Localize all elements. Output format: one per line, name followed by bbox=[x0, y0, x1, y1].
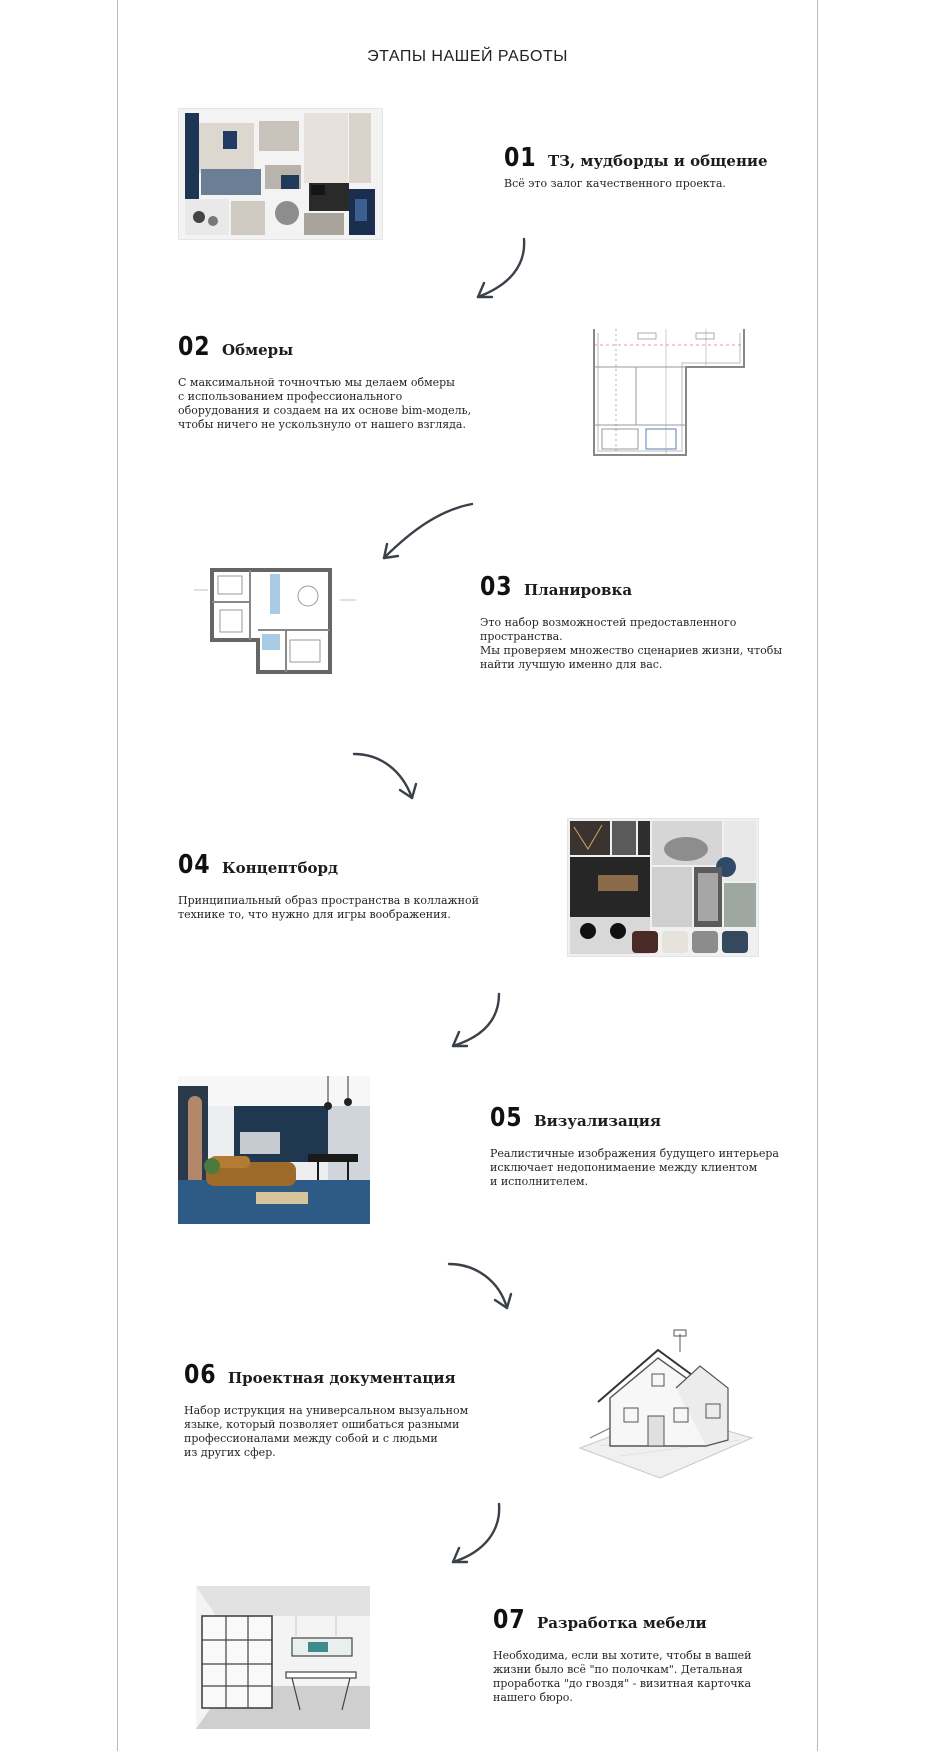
step-number: 05 bbox=[490, 1103, 523, 1133]
floor-plan-drawing bbox=[190, 560, 362, 685]
step-title: ТЗ, мудборды и общение bbox=[548, 152, 768, 170]
curved-arrow-icon bbox=[445, 1500, 505, 1566]
curved-arrow-icon bbox=[445, 990, 505, 1050]
step-title: Планировка bbox=[524, 581, 633, 599]
page-title: ЭТАПЫ НАШЕЙ РАБОТЫ bbox=[367, 48, 568, 65]
step-number: 01 bbox=[504, 143, 537, 173]
step-description: Набор иструкция на универсальном вызуальном языке, который позволяет ошибаться разными профессионалами между собой и с людьми из других сфер. bbox=[184, 1404, 469, 1459]
step-title: Проектная документация bbox=[228, 1369, 456, 1387]
step-05 bbox=[490, 1103, 779, 1189]
step-02 bbox=[178, 332, 471, 432]
curved-arrow-icon bbox=[470, 235, 540, 305]
moodboard-image bbox=[178, 108, 383, 240]
furniture-render bbox=[196, 1586, 370, 1729]
step-description: Необходима, если вы хотите, чтобы в вашей жизни было всё "по полочкам". Детальная проработка "до гвоздя" - визитная карточка нашего бюро. bbox=[493, 1649, 752, 1704]
step-description: Это набор возможностей предоставленного пространства. Мы проверяем множество сценариев жизни, чтобы найти лучшую именно для вас. bbox=[480, 616, 783, 671]
left-border-line bbox=[117, 0, 118, 1751]
step-01 bbox=[504, 143, 768, 191]
curved-arrow-icon bbox=[350, 748, 420, 804]
step-number: 06 bbox=[184, 1360, 217, 1390]
curved-arrow-icon bbox=[445, 1258, 515, 1314]
step-title: Концептборд bbox=[222, 859, 339, 877]
house-sketch-image bbox=[570, 1328, 755, 1483]
step-03 bbox=[480, 572, 782, 672]
step-description: Реалистичные изображения будущего интерьера исключает недопонимаение между клиентом и исполнителем. bbox=[490, 1147, 779, 1188]
step-title: Визуализация bbox=[534, 1112, 661, 1130]
step-number: 02 bbox=[178, 332, 211, 362]
right-border-line bbox=[817, 0, 818, 1751]
conceptboard-image bbox=[567, 818, 759, 957]
step-title: Разработка мебели bbox=[537, 1614, 707, 1632]
step-04 bbox=[178, 850, 479, 922]
step-number: 07 bbox=[493, 1605, 526, 1635]
step-number: 03 bbox=[480, 572, 513, 602]
step-description: Всё это залог качественного проекта. bbox=[504, 177, 726, 190]
step-description: С максимальной точночтью мы делаем обмеры с использованием профессионального оборудования и создаем на их основе bim-модель, чтобы ничего не ускользнуло от нашего взгляда. bbox=[178, 376, 472, 431]
step-06 bbox=[184, 1360, 468, 1460]
curved-arrow-icon bbox=[378, 500, 478, 565]
visualization-render bbox=[178, 1076, 370, 1224]
step-title: Обмеры bbox=[222, 341, 294, 359]
measurement-drawing bbox=[576, 325, 746, 465]
step-description: Принципиальный образ пространства в коллажной технике то, что нужно для игры воображения. bbox=[178, 894, 479, 921]
step-number: 04 bbox=[178, 850, 211, 880]
step-07 bbox=[493, 1605, 752, 1705]
